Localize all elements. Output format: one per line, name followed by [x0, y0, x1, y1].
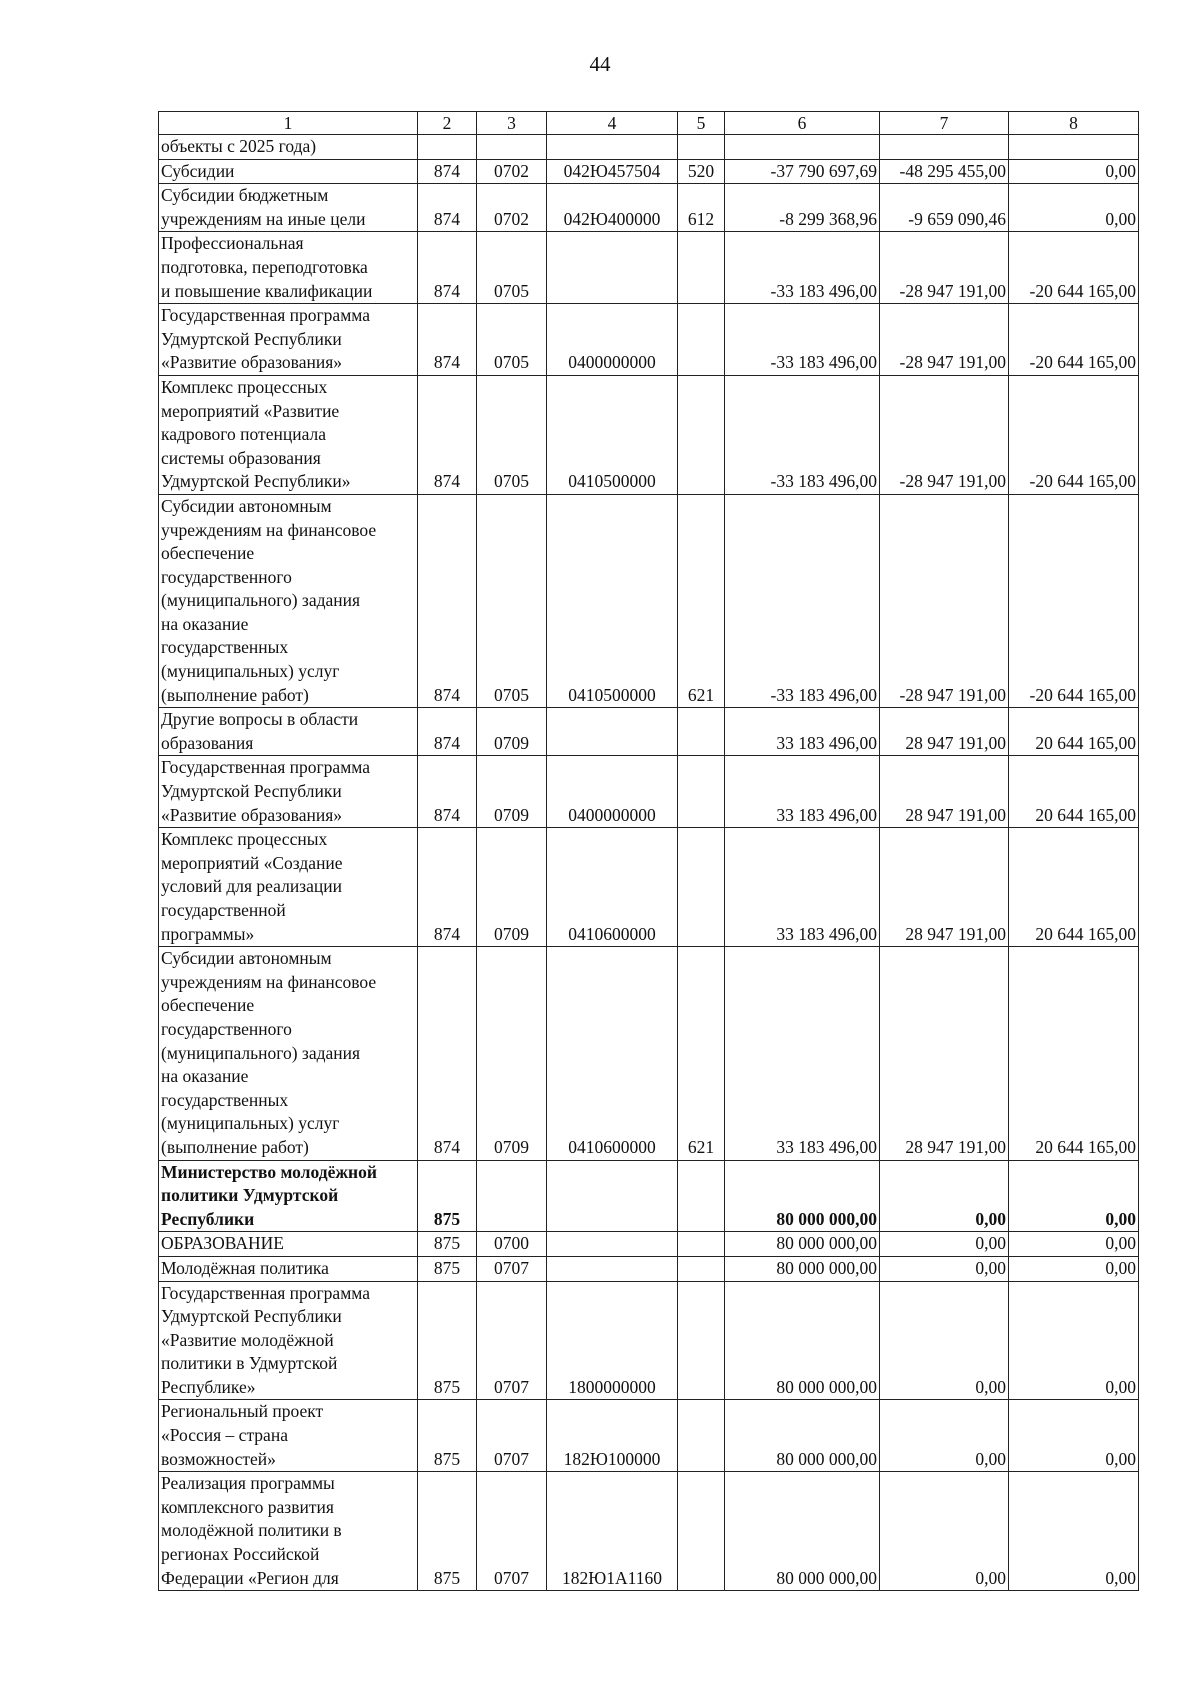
cell-col-6: 33 183 496,00	[725, 756, 880, 828]
row-name-cell: объекты с 2025 года)	[159, 135, 418, 160]
cell-col-7: 28 947 191,00	[880, 756, 1009, 828]
cell-col-7: 0,00	[880, 1232, 1009, 1257]
row-name-cell: Субсидии бюджетным учреждениям на иные цели	[159, 184, 418, 232]
table-row	[159, 494, 1139, 707]
cell-col-6: 80 000 000,00	[725, 1400, 880, 1472]
row-name-cell: Региональный проект «Россия – страна возможностей»	[159, 1400, 418, 1472]
header-cell: 1	[159, 112, 418, 135]
table-row	[159, 708, 1139, 756]
row-name-cell: Государственная программа Удмуртской Республики «Развитие образования»	[159, 756, 418, 828]
row-name-cell: Другие вопросы в области образования	[159, 708, 418, 756]
cell-col-5: 621	[678, 494, 725, 707]
cell-col-5	[678, 828, 725, 947]
cell-col-8: 0,00	[1009, 1400, 1139, 1472]
cell-col-8: 0,00	[1009, 1160, 1139, 1232]
cell-col-8: 20 644 165,00	[1009, 947, 1139, 1160]
cell-col-6: 33 183 496,00	[725, 828, 880, 947]
cell-col-4: 042Ю400000	[547, 184, 678, 232]
cell-col-2: 874	[418, 184, 477, 232]
table-row	[159, 232, 1139, 304]
cell-col-7: -28 947 191,00	[880, 494, 1009, 707]
cell-col-8: -20 644 165,00	[1009, 494, 1139, 707]
cell-col-2: 874	[418, 828, 477, 947]
table-row	[159, 947, 1139, 1160]
cell-col-7: 28 947 191,00	[880, 947, 1009, 1160]
header-cell: 7	[880, 112, 1009, 135]
cell-col-3: 0702	[477, 159, 547, 184]
cell-col-5: 621	[678, 947, 725, 1160]
cell-col-5	[678, 375, 725, 494]
table-row	[159, 828, 1139, 947]
cell-col-7: 0,00	[880, 1256, 1009, 1281]
cell-col-2: 875	[418, 1160, 477, 1232]
cell-col-3	[477, 135, 547, 160]
header-cell: 2	[418, 112, 477, 135]
cell-col-6: -8 299 368,96	[725, 184, 880, 232]
cell-col-8	[1009, 135, 1139, 160]
cell-col-2: 874	[418, 375, 477, 494]
cell-col-4	[547, 135, 678, 160]
cell-col-2: 875	[418, 1400, 477, 1472]
cell-col-2: 875	[418, 1472, 477, 1591]
cell-col-4: 182Ю1А1160	[547, 1472, 678, 1591]
cell-col-4: 0410500000	[547, 375, 678, 494]
cell-col-5	[678, 304, 725, 376]
cell-col-8: 20 644 165,00	[1009, 708, 1139, 756]
cell-col-7: 0,00	[880, 1281, 1009, 1400]
cell-col-3	[477, 1160, 547, 1232]
cell-col-4	[547, 1160, 678, 1232]
cell-col-4: 042Ю457504	[547, 159, 678, 184]
cell-col-2: 874	[418, 304, 477, 376]
cell-col-3: 0700	[477, 1232, 547, 1257]
row-name-cell: Комплекс процессных мероприятий «Создание условий для реализации государственной программы»	[159, 828, 418, 947]
cell-col-2: 874	[418, 232, 477, 304]
cell-col-8: 0,00	[1009, 1232, 1139, 1257]
row-name-cell: Государственная программа Удмуртской Республики «Развитие образования»	[159, 304, 418, 376]
table-row	[159, 304, 1139, 376]
cell-col-5	[678, 135, 725, 160]
cell-col-7	[880, 135, 1009, 160]
cell-col-6: -33 183 496,00	[725, 232, 880, 304]
cell-col-2: 875	[418, 1281, 477, 1400]
row-name-cell: Молодёжная политика	[159, 1256, 418, 1281]
cell-col-2: 874	[418, 947, 477, 1160]
cell-col-4	[547, 1232, 678, 1257]
header-row	[159, 112, 1139, 135]
cell-col-3: 0705	[477, 375, 547, 494]
cell-col-2: 874	[418, 708, 477, 756]
cell-col-7: 28 947 191,00	[880, 828, 1009, 947]
table-row	[159, 1400, 1139, 1472]
page-number: 44	[589, 52, 611, 76]
header-cell: 5	[678, 112, 725, 135]
cell-col-4: 0400000000	[547, 756, 678, 828]
cell-col-3: 0709	[477, 756, 547, 828]
cell-col-8: 0,00	[1009, 1472, 1139, 1591]
header-cell: 3	[477, 112, 547, 135]
cell-col-4: 1800000000	[547, 1281, 678, 1400]
cell-col-3: 0705	[477, 304, 547, 376]
table-row	[159, 184, 1139, 232]
cell-col-5: 520	[678, 159, 725, 184]
cell-col-8: 0,00	[1009, 159, 1139, 184]
cell-col-5: 612	[678, 184, 725, 232]
table-row	[159, 1472, 1139, 1591]
table-row	[159, 1281, 1139, 1400]
cell-col-3: 0707	[477, 1281, 547, 1400]
cell-col-6: 80 000 000,00	[725, 1160, 880, 1232]
cell-col-3: 0707	[477, 1400, 547, 1472]
cell-col-6: 80 000 000,00	[725, 1256, 880, 1281]
budget-table	[158, 111, 1139, 1591]
cell-col-8: 0,00	[1009, 184, 1139, 232]
cell-col-5	[678, 1400, 725, 1472]
cell-col-6: 33 183 496,00	[725, 947, 880, 1160]
cell-col-8: -20 644 165,00	[1009, 375, 1139, 494]
table-row	[159, 135, 1139, 160]
cell-col-6: -37 790 697,69	[725, 159, 880, 184]
header-cell: 6	[725, 112, 880, 135]
cell-col-5	[678, 708, 725, 756]
cell-col-3: 0709	[477, 708, 547, 756]
row-name-cell: Комплекс процессных мероприятий «Развитие кадрового потенциала системы образования Удмуртской Республики»	[159, 375, 418, 494]
row-name-cell: Профессиональная подготовка, переподготовка и повышение квалификации	[159, 232, 418, 304]
cell-col-4: 0410600000	[547, 828, 678, 947]
cell-col-6: -33 183 496,00	[725, 375, 880, 494]
cell-col-5	[678, 1232, 725, 1257]
cell-col-8: -20 644 165,00	[1009, 304, 1139, 376]
row-name-cell: Министерство молодёжной политики Удмуртской Республики	[159, 1160, 418, 1232]
cell-col-6: -33 183 496,00	[725, 494, 880, 707]
cell-col-4	[547, 232, 678, 304]
cell-col-7: 0,00	[880, 1472, 1009, 1591]
cell-col-4	[547, 1256, 678, 1281]
cell-col-6: 80 000 000,00	[725, 1281, 880, 1400]
cell-col-3: 0702	[477, 184, 547, 232]
row-name-cell: Субсидии автономным учреждениям на финансовое обеспечение государственного (муниципального) задания на оказание государственных (муниципальных) услуг (выполнение работ)	[159, 494, 418, 707]
cell-col-2: 875	[418, 1256, 477, 1281]
cell-col-3: 0707	[477, 1256, 547, 1281]
table-row	[159, 1256, 1139, 1281]
cell-col-4: 0410500000	[547, 494, 678, 707]
cell-col-6: 33 183 496,00	[725, 708, 880, 756]
cell-col-7: -9 659 090,46	[880, 184, 1009, 232]
cell-col-7: 0,00	[880, 1160, 1009, 1232]
cell-col-7: -28 947 191,00	[880, 232, 1009, 304]
cell-col-7: -28 947 191,00	[880, 304, 1009, 376]
table-row	[159, 1232, 1139, 1257]
row-name-cell: Субсидии	[159, 159, 418, 184]
header-cell: 8	[1009, 112, 1139, 135]
cell-col-7: -28 947 191,00	[880, 375, 1009, 494]
cell-col-6: 80 000 000,00	[725, 1472, 880, 1591]
cell-col-2: 875	[418, 1232, 477, 1257]
row-name-cell: Реализация программы комплексного развития молодёжной политики в регионах Российской Федерации «Регион для	[159, 1472, 418, 1591]
cell-col-7: -48 295 455,00	[880, 159, 1009, 184]
cell-col-6: 80 000 000,00	[725, 1232, 880, 1257]
cell-col-5	[678, 1160, 725, 1232]
cell-col-3: 0705	[477, 232, 547, 304]
row-name-cell: ОБРАЗОВАНИЕ	[159, 1232, 418, 1257]
table-row	[159, 756, 1139, 828]
cell-col-2: 874	[418, 159, 477, 184]
header-cell: 4	[547, 112, 678, 135]
cell-col-5	[678, 1472, 725, 1591]
cell-col-3: 0707	[477, 1472, 547, 1591]
cell-col-4: 182Ю100000	[547, 1400, 678, 1472]
cell-col-5	[678, 756, 725, 828]
cell-col-4	[547, 708, 678, 756]
row-name-cell: Субсидии автономным учреждениям на финансовое обеспечение государственного (муниципального) задания на оказание государственных (муниципальных) услуг (выполнение работ)	[159, 947, 418, 1160]
cell-col-5	[678, 232, 725, 304]
cell-col-3: 0709	[477, 947, 547, 1160]
cell-col-8: -20 644 165,00	[1009, 232, 1139, 304]
table-row	[159, 159, 1139, 184]
cell-col-5	[678, 1256, 725, 1281]
cell-col-8: 0,00	[1009, 1281, 1139, 1400]
cell-col-2	[418, 135, 477, 160]
cell-col-7: 28 947 191,00	[880, 708, 1009, 756]
cell-col-6: -33 183 496,00	[725, 304, 880, 376]
cell-col-8: 0,00	[1009, 1256, 1139, 1281]
cell-col-2: 874	[418, 756, 477, 828]
cell-col-3: 0705	[477, 494, 547, 707]
row-name-cell: Государственная программа Удмуртской Республики «Развитие молодёжной политики в Удмуртской Республике»	[159, 1281, 418, 1400]
cell-col-8: 20 644 165,00	[1009, 756, 1139, 828]
cell-col-7: 0,00	[880, 1400, 1009, 1472]
cell-col-2: 874	[418, 494, 477, 707]
cell-col-3: 0709	[477, 828, 547, 947]
cell-col-8: 20 644 165,00	[1009, 828, 1139, 947]
cell-col-4: 0410600000	[547, 947, 678, 1160]
cell-col-5	[678, 1281, 725, 1400]
table-row	[159, 375, 1139, 494]
cell-col-6	[725, 135, 880, 160]
cell-col-4: 0400000000	[547, 304, 678, 376]
table-row	[159, 1160, 1139, 1232]
